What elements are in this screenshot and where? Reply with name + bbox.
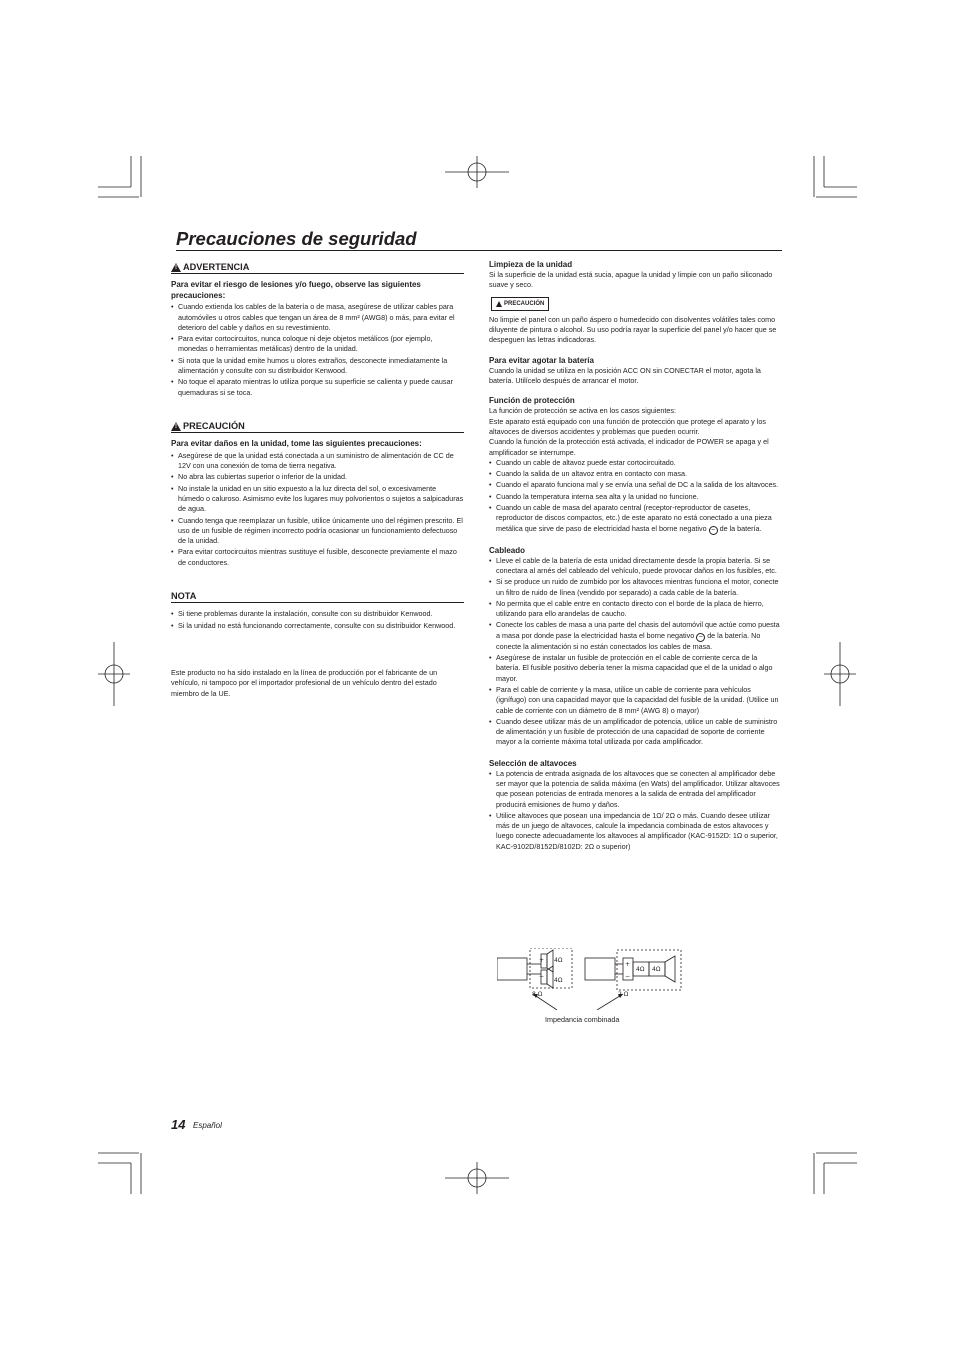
eu-statement: Este producto no ha sido instalado en la línea de producción por el fabricante de un vehículo, ni tampoco por el importador profesional de un vehículo dentro del estado miembro de la UE.: [171, 667, 438, 698]
list-item: • Cuando desee utilizar más de un amplificador de potencia, utilice un cable de suministro de alimentación y un fusible de protección de una capacidad de soporte de corriente mayor a la corriente máxima total utilizada por cada amplificador.: [489, 717, 780, 748]
list-item: • No toque el aparato mientras lo utiliza porque su superficie se calienta y puede causar quemaduras si se toca.: [171, 377, 464, 398]
right-column: [489, 260, 780, 853]
list-item: • No instale la unidad en un sitio expuesto a la luz directa del sol, o excesivamente húmedo o caluroso. Asimismo evite los lugares muy polvorientos o sujetos a salpicaduras de agua.: [171, 484, 464, 515]
cleaning-caution-text: No limpie el panel con un paño áspero o humedecido con disolventes volátiles tales como diluyente de pintura o alcohol. Su uso podría rayar la superficie del panel y/o hacer que se despeguen las letras indicadoras.: [489, 314, 777, 345]
list-item: • Asegúrese de que la unidad está conectada a un suministro de alimentación de CC de 12V con una conexión de toma de tierra negativa.: [171, 451, 464, 472]
diagram-label-left-bottom: 4Ω: [554, 977, 563, 984]
protection-p2: Este aparato está equipado con una función de protección que protege el aparato y los altavoces de diversos accidentes y problemas que pueden ocurrir.: [489, 416, 766, 436]
protection-p3: Cuando la función de la protección está activada, el indicador de POWER se apaga y el amplificador se interrumpe.: [489, 437, 769, 457]
minus-circle-icon: −: [696, 633, 705, 642]
caution-label-box: PRECAUCIÓN: [491, 297, 549, 311]
diagram-label-right-a: 4Ω: [636, 966, 645, 973]
speakers-list: [489, 769, 780, 852]
warning-intro: Para evitar el riesgo de lesiones y/o fuego, observe las siguientes precauciones:: [171, 280, 421, 300]
list-item: • Para evitar cortocircuitos mientras sustituye el fusible, desconecte previamente el mazo de conductores.: [171, 547, 464, 568]
battery-text: Cuando la unidad se utiliza en la posición ACC ON sin CONECTAR el motor, agota la batería. Utilícelo después de arrancar el motor.: [489, 365, 761, 386]
warning-triangle-icon: [171, 263, 181, 272]
caution-heading: ! PRECAUCIÓN: [171, 421, 464, 433]
diagram-plus-left: +: [539, 957, 545, 964]
footer-language: Español: [193, 1121, 222, 1130]
list-item: • Si la unidad no está funcionando correctamente, consulte con su distribuidor Kenwood.: [171, 621, 464, 631]
diagram-label-right-b: 4Ω: [652, 966, 661, 973]
protection-p1: La función de protección se activa en los casos siguientes:: [489, 406, 676, 416]
list-item: • No abra las cubiertas superior o inferior de la unidad.: [171, 472, 464, 482]
caution-intro: Para evitar daños en la unidad, tome las siguientes precauciones:: [171, 439, 422, 449]
speakers-heading: Selección de altavoces: [489, 758, 577, 768]
warning-triangle-icon: [496, 301, 502, 307]
diagram-plus-right: +: [625, 961, 631, 968]
list-item: • Utilice altavoces que posean una impedancia de 1Ω/ 2Ω o más. Cuando desee utilizar más de un juego de altavoces, calcule la impedancia combinada de estos altavoces y luego conecte adecuadamente los altavoces al amplificador (KAC-9152D: 1Ω o superior, KAC-9102D/8152D/8102D: 2Ω o superior): [489, 811, 780, 852]
list-item: • Asegúrese de instalar un fusible de protección en el cable de corriente cerca de la batería. El fusible positivo debería tener la misma capacidad que el de la unidad o algo mayor.: [489, 653, 780, 684]
list-item: • Para el cable de corriente y la masa, utilice un cable de corriente para vehículos (ignífugo) con una capacidad mayor que la capacidad del fusible de la unidad. (Utilice un cable de corriente con un diámetro de 8 mm² (AWG 8) o mayor): [489, 685, 780, 716]
list-item: • Conecte los cables de masa a una parte del chasis del automóvil que actúe como puesta a masa por donde pase la electricidad hasta el borne negativo − de la batería. No conecte la alimentación si no están conectados los cables de masa.: [489, 620, 780, 652]
list-item: • Cuando la temperatura interna sea alta y la unidad no funcione.: [489, 492, 780, 502]
list-item: • Cuando un cable de altavoz puede estar cortocircuitado.: [489, 458, 780, 468]
warning-heading: ! ADVERTENCIA: [171, 262, 464, 274]
warning-triangle-icon: [171, 422, 181, 431]
diagram-label-left-top: 4Ω: [554, 957, 563, 964]
list-item: • Cuando el aparato funciona mal y se envía una señal de DC a la salida de los altavoces.: [489, 480, 780, 490]
impedance-diagram: [497, 948, 697, 1010]
diagram-label-right-total: 2 Ω: [618, 991, 629, 998]
warning-list: [171, 302, 464, 398]
note-heading: NOTA: [171, 591, 464, 603]
battery-heading: Para evitar agotar la batería: [489, 355, 594, 365]
list-item: • Cuando un cable de masa del aparato central (receptor-reproductor de casetes, reproductor de discos compactos, etc.) de este aparato no está conectado a una pieza metálica que sirve de paso de electricidad hasta el borne negativo − de la batería.: [489, 503, 780, 535]
diagram-caption: Impedancia combinada: [545, 1015, 620, 1024]
diagram-minus-right: −: [625, 973, 631, 980]
note-list: [171, 609, 464, 631]
wiring-list: [489, 556, 780, 748]
cleaning-heading: Limpieza de la unidad: [489, 260, 573, 269]
list-item: • Lleve el cable de la batería de esta unidad directamente desde la propia batería. Si se conectara al arnés del cableado del vehículo, puede provocar daños en los fusibles, etc.: [489, 556, 780, 577]
list-item: • La potencia de entrada asignada de los altavoces que se conecten al amplificador debe ser mayor que la potencia de salida máxima (en Wats) del amplificador. Utilizar altavoces que posean potencias de entrada menores a la salida de entrada del amplificador producirá emisiones de humo y daños.: [489, 769, 780, 810]
wiring-heading: Cableado: [489, 545, 526, 555]
list-item: • No permita que el cable entre en contacto directo con el borde de la placa de hierro, utilizando para ello arandelas de caucho.: [489, 599, 780, 620]
diagram-minus-left: −: [539, 973, 545, 980]
minus-circle-icon: −: [709, 526, 718, 535]
list-item: • Cuando extienda los cables de la batería o de masa, asegúrese de utilizar cables para automóviles u otros cables que tengan un área de 8 mm² (AWG8) o más, para evitar el deterioro del cable y daños en su revestimiento.: [171, 302, 464, 333]
list-item: • Cuando tenga que reemplazar un fusible, utilice únicamente uno del régimen prescrito. El uso de un fusible de régimen incorrecto podría ocasionar un funcionamiento defectuoso de la unidad.: [171, 516, 464, 547]
left-column: [171, 262, 464, 699]
caution-list: [171, 451, 464, 568]
list-item: • Cuando la salida de un altavoz entra en contacto con masa.: [489, 469, 780, 479]
protection-list: [489, 458, 780, 535]
page-title: Precauciones de seguridad: [176, 229, 782, 251]
page-number: 14: [171, 1117, 186, 1132]
list-item: • Si se produce un ruido de zumbido por los altavoces mientras funciona el motor, conecte un filtro de ruido de línea (vendido por separado) a cada cable de la batería.: [489, 577, 780, 598]
cleaning-text: Si la superficie de la unidad está sucia, apague la unidad y limpie con un paño siliconado suave y seco.: [489, 270, 773, 290]
list-item: • Para evitar cortocircuitos, nunca coloque ni deje objetos metálicos (por ejemplo, monedas o herramientas metálicas) dentro de la unidad.: [171, 334, 464, 355]
diagram-label-left-total: 8 Ω: [532, 991, 543, 998]
list-item: • Si tiene problemas durante la instalación, consulte con su distribuidor Kenwood.: [171, 609, 464, 619]
protection-heading: Función de protección: [489, 396, 575, 406]
list-item: • Si nota que la unidad emite humos u olores extraños, desconecte inmediatamente la alimentación y consulte con su distribuidor Kenwood.: [171, 356, 464, 377]
